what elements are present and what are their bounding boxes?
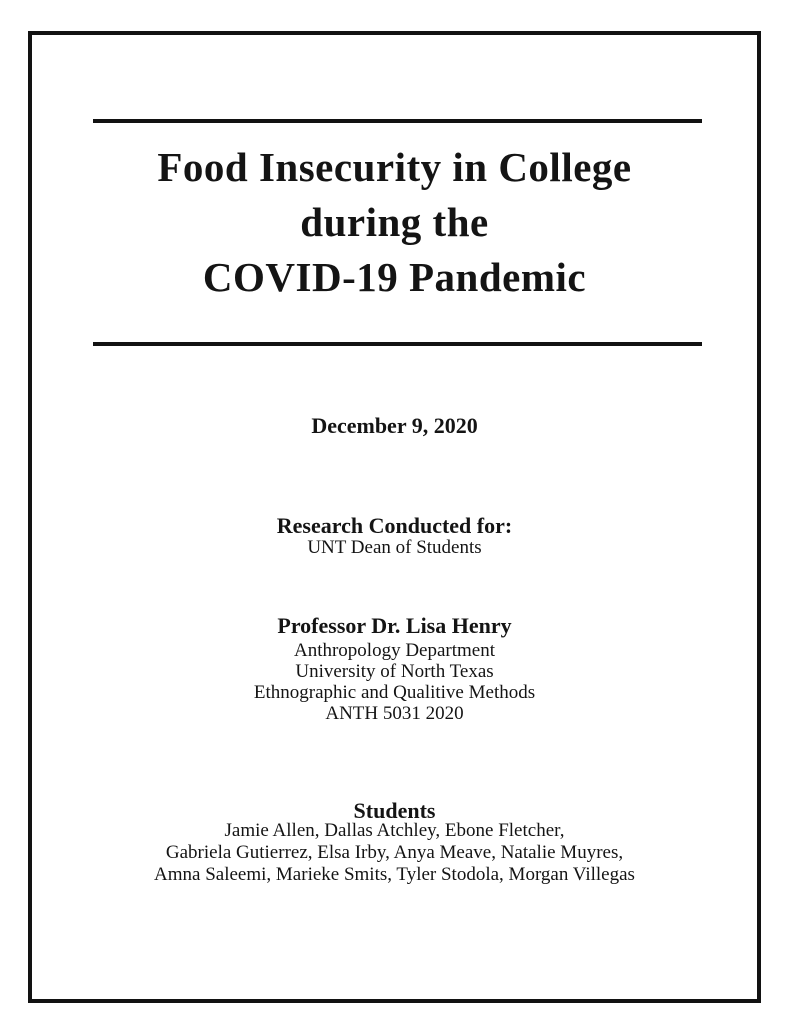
page-border-frame: [28, 31, 761, 1003]
professor-heading: Professor Dr. Lisa Henry: [277, 613, 512, 638]
students-names-line: Jamie Allen, Dallas Atchley, Ebone Fletcher,: [224, 820, 565, 841]
title-line-1: Food Insecurity in College: [157, 144, 632, 190]
research-recipient: UNT Dean of Students: [307, 537, 482, 558]
title-top-rule: [93, 119, 702, 123]
document-date: December 9, 2020: [311, 413, 478, 438]
professor-detail-line: ANTH 5031 2020: [325, 703, 464, 724]
title-bottom-rule: [93, 342, 702, 346]
title-line-3: COVID-19 Pandemic: [202, 254, 587, 300]
students-names-line: Gabriela Gutierrez, Elsa Irby, Anya Meave, Natalie Muyres,: [165, 842, 624, 863]
title-line-2: during the: [300, 199, 489, 245]
professor-details: [32, 640, 757, 724]
professor-detail-line: Ethnographic and Qualitive Methods: [253, 682, 536, 703]
students-heading: Students: [353, 798, 436, 823]
document-title: [32, 140, 757, 305]
students-names-line: Amna Saleemi, Marieke Smits, Tyler Stodola, Morgan Villegas: [154, 864, 635, 885]
research-conducted-for-heading: Research Conducted for:: [276, 513, 513, 538]
students-names: [32, 820, 757, 886]
professor-detail-line: University of North Texas: [295, 661, 494, 682]
professor-detail-line: Anthropology Department: [293, 640, 496, 661]
